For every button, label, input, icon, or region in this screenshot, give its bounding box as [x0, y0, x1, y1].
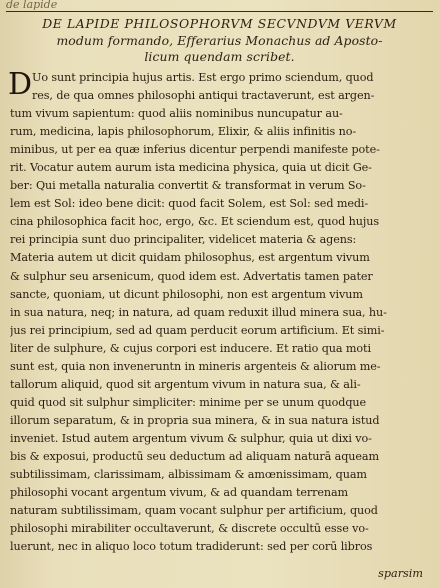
- heading-line-3: licum quendam scribet.: [144, 49, 295, 64]
- body-text: [10, 69, 429, 556]
- text-line: rum, medicina, lapis philosophorum, Elixir, & aliis infinitis no-: [10, 125, 357, 139]
- text-line: inveniet. Istud autem argentum vivum & sulphur, quia ut dixi vo-: [10, 431, 372, 445]
- text-line: tum vivum sapientum: quod aliis nominibus nuncupatur au-: [10, 107, 343, 121]
- text-line: res, de qua omnes philosophi antiqui tractaverunt, est argen-: [32, 89, 375, 103]
- text-line: Uo sunt principia hujus artis. Est ergo primo sciendum, quod: [32, 71, 374, 84]
- chapter-heading: [8, 16, 431, 66]
- text-line: in sua natura, neq; in natura, ad quam reduxit illud minera sua, hu-: [10, 305, 387, 319]
- text-line: philosophi mirabiliter occultaverunt, & discrete occultū esse vo-: [10, 522, 369, 536]
- text-line: naturam subtilissimam, quam vocant sulphur per artificium, quod: [10, 504, 378, 518]
- text-line: luerunt, nec in aliquo loco totum tradiderunt: sed per corū libros: [10, 540, 373, 554]
- heading-line-1: DE LAPIDE PHILOSOPHORVM SECVNDVM VERVM: [42, 16, 397, 31]
- text-line: tallorum aliquid, quod sit argentum vivum in natura sua, & ali-: [10, 377, 361, 391]
- text-line: sancte, quoniam, ut dicunt philosophi, non est argentum vivum: [10, 287, 363, 301]
- text-line: ber: Qui metalla naturalia convertit & transformat in verum So-: [10, 179, 366, 193]
- drop-cap: D: [8, 67, 33, 102]
- text-line: jus rei principium, sed ad quam perducit eorum artificium. Et simi-: [10, 323, 385, 337]
- text-line: quid quod sit sulphur simpliciter: minime per se unum quodque: [10, 395, 367, 409]
- text-line: cina philosophica facit hoc, ergo, &c. Et sciendum est, quod hujus: [10, 215, 379, 229]
- text-line: liter de sulphure, & cujus corpori est inducere. Et ratio qua moti: [10, 341, 371, 355]
- text-line: subtilissimam, clarissimam, albissimam & amœnissimam, quam: [10, 468, 367, 482]
- text-line: rei principia sunt duo principaliter, videlicet materia & agens:: [10, 233, 357, 247]
- heading-line-2: modum formando, Efferarius Monachus ad Aposto-: [56, 32, 383, 48]
- text-line: philosophi vocant argentum vivum, & ad quandam terrenam: [10, 486, 349, 500]
- header-rule: [6, 11, 433, 12]
- cropped-top-line: de lapide: [6, 0, 58, 10]
- text-line: Materia autem ut dicit quidam philosophus, est argentum vivum: [10, 251, 370, 265]
- text-line: sunt est, quia non inveneruntn in mineris argenteis & aliorum me-: [10, 359, 381, 373]
- catchword: sparsim: [378, 567, 423, 580]
- text-line: minibus, ut per ea quæ inferius dicentur perpendi manifeste pote-: [10, 143, 380, 157]
- text-line: illorum separatum, & in propria sua minera, & in sua natura istud: [10, 413, 380, 427]
- text-line: lem est Sol: ideo bene dicit: quod facit Solem, est Sol: sed medi-: [10, 197, 369, 211]
- text-line: & sulphur seu arsenicum, quod idem est. Advertatis tamen pater: [10, 269, 373, 283]
- text-line: rit. Vocatur autem aurum ista medicina physica, quia ut dicit Ge-: [10, 161, 372, 175]
- text-line: bis & exposui, productū seu deductum ad aliquam naturā aqueam: [10, 449, 379, 463]
